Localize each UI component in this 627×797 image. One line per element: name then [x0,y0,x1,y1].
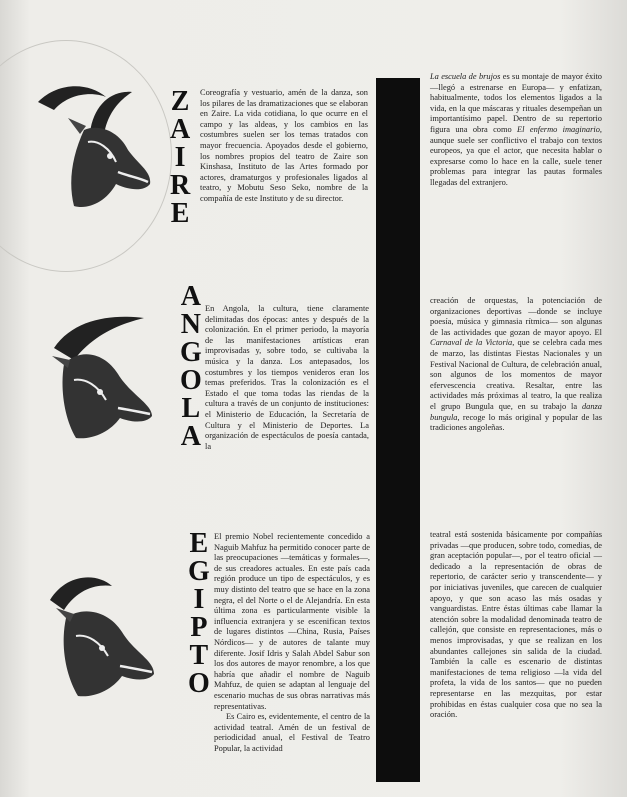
zaire-left-column [200,88,368,205]
title-letter: L [181,393,201,424]
antelope-head-illustration [34,308,164,448]
title-letter: O [180,365,202,396]
country-title-zaire [170,88,190,228]
antelope-head-illustration [36,566,166,706]
italic-title: Carnaval de la Victoria [430,338,513,348]
text-run: es su montaje de mayor éxito —llegó a estrenarse en Europa— y enfatizan, habitualmente, todos los elementos ligados a la vida, en la que máscaras y rituales desempeñan un importantísimo papel. Dentro de su repertorio figura una obra como [430,72,602,134]
title-letter: N [180,309,201,340]
zaire-left-text: Coreografía y vestuario, amén de la danza, son los pilares de las dramatizaciones que se elaboran en Zaire. La vida cotidiana, lo que ocurre en el campo y las aldeas, y los cambios en las costumbres suelen ser los temas tratados con mayor frecuencia. Apoyados desde el gobierno, los nombres propios del teatro de Zaire son Kinshasa, Instituto de las Artes formado por actores, dramaturgos y profesionales ligados al teatro, y Mobutu Seso Seko, nombre de la compañía de este Instituto y de su director. [200,88,368,203]
angola-left-column [205,304,369,452]
antelope-head-illustration [28,72,158,212]
angola-right-column [430,296,602,434]
title-letter: Z [170,86,190,117]
title-letter: E [170,198,190,229]
country-title-egipto [188,530,210,698]
title-letter: A [170,114,191,145]
title-letter: O [188,668,210,699]
angola-left-text: En Angola, la cultura, tiene claramente delimitadas dos épocas: antes y después de la colonización. En el primer periodo, la mayoría de las manifestaciones artísticas eran improvisadas y, sobre todo, se cultivaba la música y la danza. Los antepasados, los costumbres y los tiempos venideros eran los temas preferidos. Tras la colonización es el Estado el que toma todas las riendas de la cultura a través de un conjunto de instituciones: el Ministerio de Educación, la Secretaría de Cultura y el Ministerio de Deportes. La organización de espectáculos de poesía cantada, la [205,304,369,451]
title-letter: I [174,142,186,173]
title-letter: E [189,528,209,559]
italic-title: El enfermo imaginario [517,124,600,134]
title-letter: G [180,337,202,368]
title-letter: A [180,421,201,452]
title-letter: A [180,281,201,312]
egipto-right-text: teatral está sostenida básicamente por compañías privadas —que producen, sobre todo, comedias, de gran aceptación popular—, por el teatro oficial —dedicado a la representación de obras de repertorio, de carácter serio y transcendente— y por iniciativas juveniles, que carecen de cualquier apoyo, y que son acaso las más osadas y vanguardistas. Entre éstas últimas cabe llamar la atención sobre la modalidad denominada teatro de callejón, que consiste en representaciones, más o menos improvisadas, y que se realizan en los abundantes callejones sin salida de la ciudad. También la calle es escenario de distintas manifestaciones de tema religioso —la vida del profeta, la vida de los santos— que no pueden representarse en las mezquitas, por estar prohibidas en éstas cualquier cosa que no sea la oración. [430,530,602,720]
title-letter: T [189,640,209,671]
title-letter: G [188,556,210,587]
title-letter: I [193,584,205,615]
country-title-angola [180,283,202,451]
italic-title: danza bungula [430,401,602,422]
text-run: , aunque suele ser conflictivo el trabajo con textos europeos, ya que el actor, que necesita hablar o expresarse como lo hace en la calle, suele tener problemas para integrar las pautas formales llegadas del extranjero. [430,124,602,187]
egipto-left-para-2: Es Cairo es, evidentemente, el centro de la actividad teatral. Amén de un festival de periodicidad anual, el Festival de Teatro Popular, la actividad [214,712,370,753]
egipto-right-column [430,530,602,721]
black-divider-bar [376,78,420,782]
egipto-left-column [214,532,370,754]
text-run: , que se celebra cada mes de marzo, las distintas Fiestas Nacionales y un Festival Nacional de Cultura, de celebración anual, son algunos de los momentos de mayor efervescencia creativa. Resaltar, entre las actividades más próximas al teatro, la que realiza el grupo Bungula que, en su trabajo la [430,338,603,411]
zaire-right-column [430,72,602,189]
title-letter: R [170,170,191,201]
egipto-left-para-1: El premio Nobel recientemente concedido a Naguib Mahfuz ha permitido conocer parte de las preocupaciones —temáticas y formales—, de sus creadores actuales. En este país cada región produce un tipo de espectáculos, y es muy distinto del teatro que se hace en la zona negra, el del Norte o el de Alejandría. En esta última zona es particularmente visible la influencia extranjera y se escenifican textos de lugares distintos —China, Rusia, Países Nórdicos— y de autores de talante muy diferente. Josif Idris y Salah Abdel Sabur son los dos autores de mayor renombre, a los que habría que añadir el nombre de Naguib Mahfuz, de quien se adaptan al lenguaje del escenario muchas de sus obras narrativas más representativas. [214,532,370,711]
italic-title: La escuela de brujos [430,72,501,81]
text-run: , recoge lo más original y popular de las tradiciones angoleñas. [430,412,602,433]
title-letter: P [190,612,208,643]
text-run: creación de orquestas, la potenciación de organizaciones deportivas —donde se incluye poesía, música y gimnasia rítmica— son algunas de las actividades que gozan de mayor apoyo. El [430,296,602,337]
